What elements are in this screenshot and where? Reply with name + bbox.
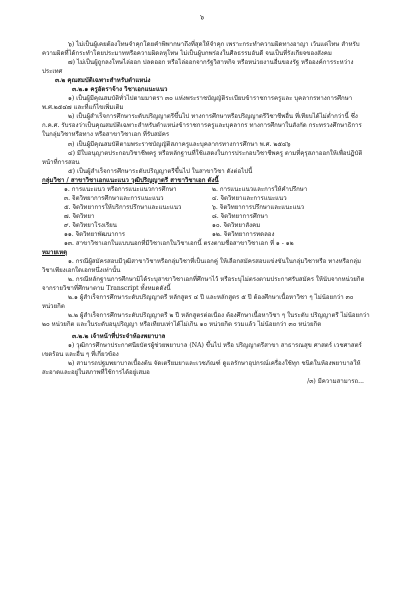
qualification-1: ๑) เป็นผู้มีคุณสมบัติทั่วไปตามมาตรา ๓๐ แห่งพระราชบัญญัติระเบียบข้าราชการครูและ บุคลากรทางการศึกษา พ.ศ.๒๕๔๗ และที่แก้ไขเพิ่มเติม (42, 95, 353, 112)
continuation-marker: /๓) มีความสามารถ... (307, 377, 364, 385)
qualification-4: ๔) มีใบอนุญาตประกอบวิชาชีพครู หรือหลักฐานที่ใช้แสดงในการประกอบวิชาชีพครู ตามที่คุรุสภาออกให้เพื่อปฏิบัติหน้าที่การสอน (42, 149, 363, 166)
paragraph-list-7: ๗) ไม่เป็นผู้ถูกลงโทษไล่ออก ปลดออก หรือไล่ออกจากรัฐวิสาหกิจ หรือหน่วยงานอื่นของรัฐ หรือองค์การระหว่างประเทศ (42, 59, 354, 76)
qualification-3: ๓) เป็นผู้มีคุณสมบัติตามพระราชบัญญัติสภาครูและบุคลากรทางการศึกษา พ.ศ. ๒๕๔๖ (68, 140, 291, 148)
nurse-qualification-1: ๑) วุฒิการศึกษาประกาศนียบัตรผู้ช่วยพยาบาล (NA) ขึ้นไป หรือ ปริญญาตรีสาขา สาธารณสุข ศาสตร์ เวชศาสตร์เขตร้อน และอื่น ๆ ที่เกี่ยวข้อง (42, 341, 362, 358)
subject-item: ๑. การแนะแนว หรือการแนะแนวการศึกษา (64, 185, 177, 193)
subject-item: ๙. จิตวิทยาโรงเรียน (64, 221, 117, 229)
subject-item: ๗. จิตวิทยา (64, 212, 95, 220)
note-heading: หมายเหตุ (42, 249, 68, 257)
subject-item: ๖. จิตวิทยาการปรึกษาและแนะแนว (212, 203, 305, 211)
qualification-5: ๕) เป็นผู้สำเร็จการศึกษาระดับปริญญาตรีขึ้นไป ในสาขาวิชา ดังต่อไปนี้ (68, 167, 253, 175)
note-2-1: ๒.๑ ผู้สำเร็จการศึกษาระดับปริญญาตรี หลักสูตร ๔ ปี และหลักสูตร ๕ ปี ต้องศึกษาเนื้อหาวิชา ๆ ไม่น้อยกว่า ๓๐ หน่วยกิต (42, 294, 354, 311)
group-heading: กลุ่มวิชา / สาขาวิชาเอกแนะแนว วุฒิปริญญาตรี สาขาวิชาเอก ดังนี้ (42, 176, 219, 184)
subject-item: ๒. การแนะแนวและการให้คำปรึกษา (212, 185, 308, 193)
qualification-2: ๒) เป็นผู้สำเร็จการศึกษาระดับปริญญาตรีขึ้นไป ทางการศึกษาหรือปริญญาตรีวิชาชีพอื่น ที่เทียบได้ไม่ต่ำกว่านี้ ซึ่ง ก.ค.ศ. รับรองว่าเป็นคุณสมบัติเฉพาะสำหรับตำแหน่งข้าราชการครูและบุคลากร ทางการศึกษาในสังกัด กระทรวงศึกษาธิการ ในกลุ่มวิชาหรือทาง หรือสาขาวิชาเอก ที่รับสมัคร (42, 113, 362, 139)
nurse-qualification-2: ๒) สามารถปฐมพยาบาลเบื้องต้น จัดเตรียมยาและเวชภัณฑ์ ดูแลรักษาอุปกรณ์เครื่องใช้ทุก ชนิดในห้องพยาบาลให้สะอาดและอยู่ในสภาพที่ใช้การได้อยู่เสมอ (42, 359, 361, 376)
subsection-heading-3-2-2: ๓.๒.๒ เจ้าหน้าที่ประจำห้องพยาบาล (72, 332, 166, 340)
note-2-2: ๒.๒ ผู้สำเร็จการศึกษาระดับปริญญาตรี ๒ ปี หลักสูตรต่อเนื่อง ต้องศึกษาเนื้อหาวิชา ๆ ในระดับ ปริญญาตรี ไม่น้อยกว่า ๒๐ หน่วยกิต และในระดับอนุปริญญา หรือเทียบเท่าได้ไม่เกิน ๑๐ หน่วยกิต รวมแล้ว ไม่น้อยกว่า ๓๐ หน่วยกิต (42, 312, 370, 329)
subject-item: ๓. จิตวิทยาการศึกษาและการแนะแนว (64, 194, 164, 202)
subject-list (42, 185, 370, 239)
paragraph-list-6: ๖) ไม่เป็นผู้เคยต้องโทษจำคุกโดยคำพิพากษาถึงที่สุดให้จำคุก เพราะกระทำความผิดทางอาญา เว้นแต่โทษ สำหรับความผิดที่ได้กระทำโดยประมาทหรือความผิดลหุโทษ ไม่เป็นผู้บกพร่องในศีลธรรมอันดี จนเป็นที่รังเกียจของสังคม (42, 41, 360, 58)
subject-item: ๔. จิตวิทยาและการแนะแนว (212, 194, 287, 202)
note-1: ๑. กรณีผู้สมัครสอบมีวุฒิสาขาวิชาหรือกลุ่มวิชาที่เป็นเอกคู่ ให้เลือกสมัครสอบแข่งขันในกลุ่มวิชาหรือ ทางหรือกลุ่มวิชาเพียงเอกใดเอกหนึ่งเท่านั้น (42, 258, 362, 275)
document-body (42, 40, 370, 386)
subject-item: ๑๐. จิตวิทยาสังคม (212, 221, 261, 229)
subsection-heading-3-2-1: ๓.๒.๑ ครูอัตราจ้าง วิชาเอกแนะแนว (72, 86, 168, 94)
subject-item: ๕. จิตวิทยาการให้บริการปรึกษาและแนะแนว (64, 203, 182, 211)
subject-item: ๑๒. จิตวิทยาการทดลอง (212, 230, 275, 238)
note-2: ๒. กรณีหลักฐานการศึกษามิได้ระบุสาขาวิชาเอกที่ศึกษาไว้ หรือระบุไม่ตรงตามประกาศรับสมัคร ให้นับจากหน่วยกิต จากรายวิชาที่ศึกษาตาม Transcript ทั้งหมดดังนี้ (42, 276, 365, 293)
subject-item-13: ๑๓. สาขาวิชาเอกในแบบนอกที่มีวิชาเอกในวิชาเอกนี้ ตรงตามชื่อสาขาวิชาเอก ที่ ๑ - ๑๒ (64, 240, 294, 248)
page-number: ๖ (199, 13, 205, 21)
subject-item: ๑๑. จิตวิทยาพัฒนาการ (64, 230, 126, 238)
subject-item: ๘. จิตวิทยาการศึกษา (212, 212, 268, 220)
section-heading-3-2: ๓.๒ คุณสมบัติเฉพาะสำหรับตำแหน่ง (55, 77, 151, 85)
